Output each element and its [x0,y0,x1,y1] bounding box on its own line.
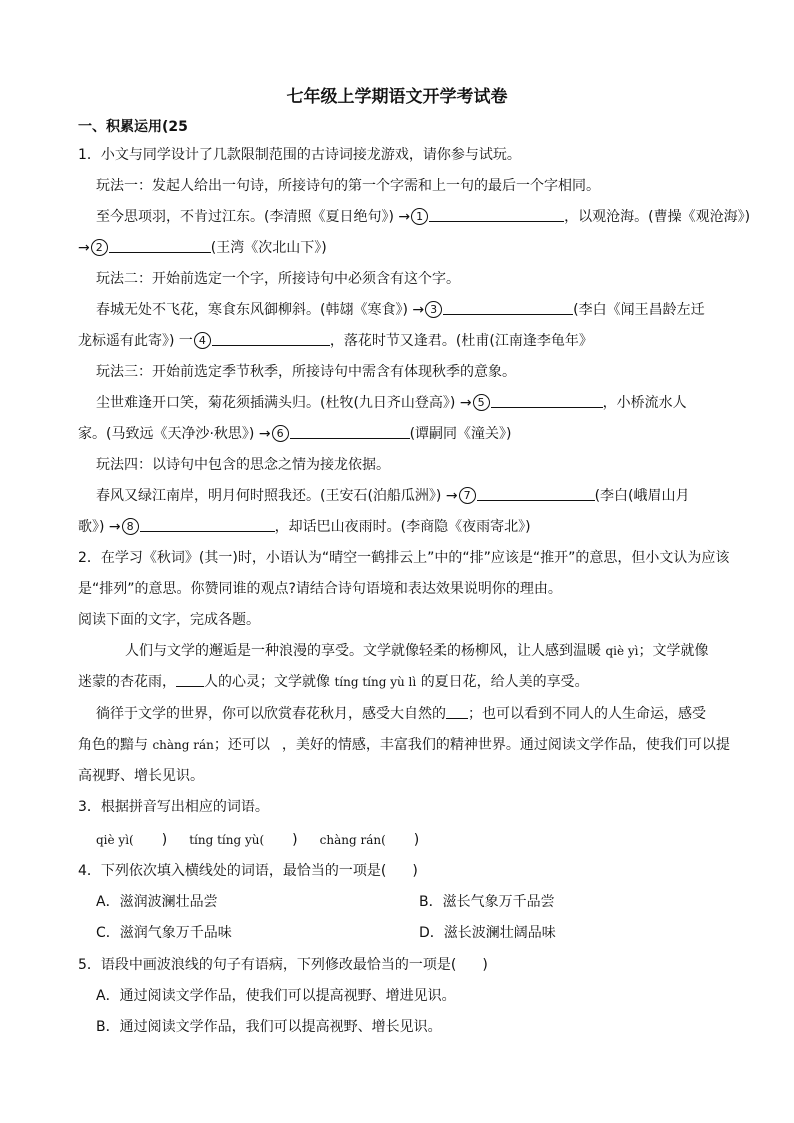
q1-line-8-text: 歌》) → [78,519,121,535]
passage-text-2b: 人的心灵；文学就像 [204,674,330,690]
q3-close-a: ) [161,832,168,848]
passage-text-1b: ；文学就像 [638,643,709,659]
q1-line-7 [96,486,690,506]
q3-close-b: ) [292,832,298,848]
answer-blank-3[interactable] [443,300,573,315]
blank-number-5: 5 [473,394,490,411]
answer-blank-2[interactable] [109,238,211,253]
passage-line-3 [96,704,706,724]
q1-line-2-tail: (王湾《次北山下》) [210,240,327,256]
q5-stem-text: 5．语段中画波浪线的句子有语病，下列修改最恰当的一项是( [78,957,457,973]
passage-line-1 [125,641,709,661]
q3-answer-b[interactable] [264,831,292,845]
q3-pinyin-a: qiè yì( [96,833,134,847]
passage-line-5: 高视野、增长见识。 [78,768,204,784]
q4-option-c[interactable]: C．滋润气象万千品味 [96,925,232,941]
blank-number-4: 4 [194,332,211,349]
q3-pinyin-b: tíng tíng yù( [189,833,265,847]
pinyin-tingting: tíng tíng yù lì [334,675,417,689]
q1-line-5-text: 尘世难逢开口笑，菊花须插满头归。(杜牧(九日齐山登高》) → [96,395,472,411]
pinyin-qieyi: qiè yì [605,644,639,658]
answer-blank-8[interactable] [140,517,275,532]
q1-line-1 [96,207,750,227]
q2-line-2: 是“排列”的意思。你赞同谁的观点?请结合诗句语境和表达效果说明你的理由。 [78,581,562,597]
q4-option-a[interactable]: A．滋润波澜壮品尝 [96,894,218,910]
q1-line-6-text: 家。(马致远《天净沙·秋思》) → [78,426,271,442]
q5-option-b[interactable]: B．通过阅读文学作品，我们可以提高视野、增长见识。 [96,1019,442,1035]
blank-number-1: 1 [411,208,428,225]
q1-line-5 [96,393,687,413]
q4-option-b[interactable]: B．滋长气象万千品尝 [419,894,555,910]
blank-number-3: 3 [425,301,442,318]
reading-intro: 阅读下面的文字，完成各题。 [78,612,260,628]
q1-line-7-tail: (李白(峨眉山月 [594,488,690,504]
passage-text-4b: ；还可以 [213,737,270,753]
q1-rule-4: 玩法四：以诗句中包含的思念之情为接龙依据。 [96,457,390,473]
q1-line-8 [78,517,531,537]
q5-stem [78,955,488,975]
pinyin-changran: chàng rán [152,738,214,752]
q3-stem: 3．根据拼音写出相应的词语。 [78,799,269,815]
q3-close-c: ) [413,832,420,848]
q1-rule-1: 玩法一：发起人给出一句诗，所接诗句的第一个字需和上一句的最后一个字相同。 [96,178,600,194]
q1-line-4-tail: ，落花时节又逢君。(杜甫(江南逢李龟年》 [329,333,593,349]
q1-line-8-tail: ，却话巴山夜雨时。(李商隐《夜雨寄北》) [274,519,531,535]
q4-stem-close: ) [412,863,418,879]
q3-answers [96,830,419,850]
passage-line-4 [78,735,730,755]
q1-line-2-arrow: → [78,240,90,256]
blank-number-6: 6 [272,425,289,442]
answer-blank-7[interactable] [477,486,595,501]
q5-stem-close: ) [482,957,488,973]
passage-text-4c: ，美好的情感，丰富我们的精神世界。通过阅读文学作品，使我们可以提 [281,737,730,753]
blank-number-8: 8 [122,518,139,535]
q1-line-6-tail: (谭嗣同《潼关》) [409,426,512,442]
passage-blank-2[interactable] [446,704,468,719]
q1-line-4 [78,331,593,351]
q3-pinyin-c: chàng rán( [319,833,386,847]
q1-rule-2: 玩法二：开始前选定一个字，所接诗句中必须含有这个字。 [96,271,460,287]
q3-answer-a[interactable] [134,831,162,845]
blank-number-2: 2 [91,239,108,256]
q5-option-a[interactable]: A．通过阅读文学作品，使我们可以提高视野、增进见识。 [96,988,456,1004]
passage-blank-1[interactable] [176,672,204,687]
answer-blank-4[interactable] [212,331,330,346]
q1-line-3-text: 春城无处不飞花，寒食东风御柳斜。(韩翃《寒食》) → [96,302,425,318]
q1-line-3-tail: (李白《闻王昌龄左迁 [573,302,705,318]
q1-line-6 [78,424,512,444]
q1-line-1-tail: ，以观沧海。(曹操《观沧海》) [564,209,751,225]
passage-text-3b: ；也可以看到不同人的人生命运，感受 [468,706,706,722]
passage-text-2c: 的夏日花，给人美的享受。 [420,674,589,690]
passage-text-2a: 迷蒙的杏花雨， [78,674,176,690]
q2-line-1: 2．在学习《秋词》(其一)时，小语认为“晴空一鹤排云上”中的“排”应该是“推开”的意思，但小文认为应该 [78,550,730,566]
q1-line-7-text: 春风又绿江南岸，明月何时照我还。(王安石(泊船瓜洲》) → [96,488,458,504]
passage-text-3a: 徜徉于文学的世界，你可以欣赏春花秋月，感受大自然的 [96,706,446,722]
q3-answer-c[interactable] [386,831,414,845]
blank-number-7: 7 [459,487,476,504]
q1-line-2 [78,238,327,258]
q4-option-d[interactable]: D．滋长波澜壮阔品味 [419,925,556,941]
q4-stem [78,861,418,881]
answer-blank-6[interactable] [290,424,410,439]
q4-stem-text: 4．下列依次填入横线处的词语，最恰当的一项是( [78,863,387,879]
answer-blank-5[interactable] [491,393,603,408]
q1-line-3 [96,300,705,320]
passage-text-1a: 人们与文学的邂逅是一种浪漫的享受。文学就像轻柔的杨柳风，让人感到温暖 [125,643,601,659]
passage-line-2 [78,672,589,692]
section-heading: 一、积累运用(25 [78,119,188,135]
q1-line-1-text: 至今思项羽，不肯过江东。(李清照《夏日绝句》) → [96,209,411,225]
q1-rule-3: 玩法三：开始前选定季节秋季，所接诗句中需含有体现秋季的意象。 [96,364,516,380]
q1-line-5-tail: ，小桥流水人 [602,395,687,411]
answer-blank-1[interactable] [429,207,564,222]
passage-text-4a: 角色的黯与 [78,737,148,753]
q1-line-4-text: 龙标遥有此寄》) 一 [78,333,193,349]
q1-stem: 1．小文与同学设计了几款限制范围的古诗词接龙游戏，请你参与试玩。 [78,147,521,163]
page-title: 七年级上学期语文开学考试卷 [286,87,508,107]
